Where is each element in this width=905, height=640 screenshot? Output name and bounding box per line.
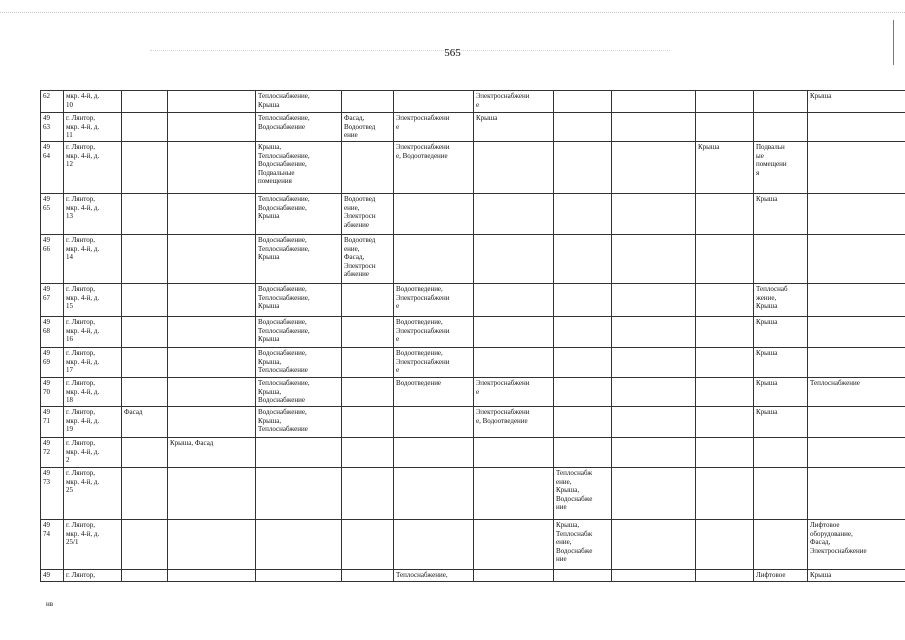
table-cell — [696, 378, 754, 407]
table-cell — [554, 91, 612, 113]
table-cell — [754, 91, 808, 113]
table-cell: Лифтовое — [754, 570, 808, 582]
table-cell — [122, 520, 168, 570]
table-cell — [612, 468, 696, 520]
table-cell — [754, 113, 808, 142]
table-cell: г. Лянтор, мкр. 4-й, д. 13 — [64, 194, 122, 235]
table-cell — [342, 468, 394, 520]
table-cell: 49 72 — [41, 438, 64, 468]
table-cell — [474, 348, 554, 378]
table-cell — [554, 570, 612, 582]
table-cell — [394, 235, 474, 284]
table-cell: Фасад, Водоотвед ение — [342, 113, 394, 142]
table-cell — [696, 235, 754, 284]
table-cell — [612, 142, 696, 194]
table-cell: Водоснабжение, Крыша, Теплоснабжение — [256, 348, 342, 378]
table-cell — [554, 438, 612, 468]
table-cell: г. Лянтор, мкр. 4-й, д. 2 — [64, 438, 122, 468]
table-cell — [168, 235, 256, 284]
table-cell — [342, 348, 394, 378]
table-cell — [808, 348, 905, 378]
table-cell — [808, 468, 905, 520]
table-cell — [554, 113, 612, 142]
table-cell — [256, 570, 342, 582]
table-cell — [554, 235, 612, 284]
table-cell: Водоотвед ение, Электросн абжение — [342, 194, 394, 235]
table-cell: 49 66 — [41, 235, 64, 284]
table-cell — [554, 348, 612, 378]
table-cell — [612, 284, 696, 317]
repair-schedule-table — [40, 90, 905, 582]
table-cell: Водоотведение — [394, 378, 474, 407]
table-cell — [612, 317, 696, 348]
table-cell — [168, 194, 256, 235]
table-cell — [696, 91, 754, 113]
table-cell — [612, 378, 696, 407]
table-row — [41, 378, 905, 407]
table-cell: Теплоснабж ение, Крыша, Водоснабже ние — [554, 468, 612, 520]
table-cell: г. Лянтор, мкр. 4-й, д. 25/1 — [64, 520, 122, 570]
table-cell: г. Лянтор, мкр. 4-й, д. 17 — [64, 348, 122, 378]
table-cell — [394, 91, 474, 113]
table-cell — [168, 348, 256, 378]
table-row — [41, 570, 905, 582]
table-cell: Подвальн ые помещени я — [754, 142, 808, 194]
table-cell: 49 64 — [41, 142, 64, 194]
table-cell — [168, 91, 256, 113]
table-cell: 49 74 — [41, 520, 64, 570]
table-cell — [168, 407, 256, 438]
table-cell — [754, 468, 808, 520]
table-cell — [808, 235, 905, 284]
table-cell: Крыша — [808, 91, 905, 113]
table-cell — [256, 438, 342, 468]
table-cell — [696, 348, 754, 378]
table-cell — [612, 91, 696, 113]
table-cell — [474, 284, 554, 317]
table-cell — [808, 438, 905, 468]
table-row — [41, 194, 905, 235]
table-cell — [474, 570, 554, 582]
table-cell: г. Лянтор, мкр. 4-й, д. 25 — [64, 468, 122, 520]
table-cell — [696, 284, 754, 317]
table-cell: г. Лянтор, мкр. 4-й, д. 16 — [64, 317, 122, 348]
table-cell — [168, 378, 256, 407]
footer-mark: нв — [46, 600, 54, 608]
table-cell — [394, 407, 474, 438]
table-cell — [474, 194, 554, 235]
table-cell — [394, 520, 474, 570]
table-cell — [612, 235, 696, 284]
table-cell: Водоснабжение, Теплоснабжение, Крыша — [256, 235, 342, 284]
table-cell: Крыша — [808, 570, 905, 582]
table-row — [41, 91, 905, 113]
table-cell: Теплоснабжение, Крыша — [256, 91, 342, 113]
table-cell — [168, 468, 256, 520]
table-cell: г. Лянтор, мкр. 4-й, д. 11 — [64, 113, 122, 142]
table-cell — [168, 317, 256, 348]
table-cell: Крыша — [696, 142, 754, 194]
table-cell — [612, 348, 696, 378]
table-cell — [474, 468, 554, 520]
table-cell — [168, 142, 256, 194]
table-cell — [342, 142, 394, 194]
table-cell: г. Лянтор, мкр. 4-й, д. 12 — [64, 142, 122, 194]
table-cell: Крыша — [754, 407, 808, 438]
table-cell: Теплоснаб жение, Крыша — [754, 284, 808, 317]
table-row — [41, 468, 905, 520]
table-cell: Электроснабжени е, Водоотведение — [394, 142, 474, 194]
table-cell — [168, 113, 256, 142]
table-cell: Теплоснабжение — [808, 378, 905, 407]
table-cell — [696, 113, 754, 142]
table-cell: Крыша — [754, 378, 808, 407]
table-row — [41, 348, 905, 378]
table-row — [41, 438, 905, 468]
table-cell — [554, 142, 612, 194]
table-cell: Водоотвед ение, Фасад, Электросн абжение — [342, 235, 394, 284]
table-cell — [612, 438, 696, 468]
table-cell: Электроснабжени е — [474, 378, 554, 407]
table-cell — [168, 520, 256, 570]
table-cell — [342, 438, 394, 468]
table-cell: 49 65 — [41, 194, 64, 235]
table-cell — [554, 194, 612, 235]
table-cell: Электроснабжени е — [394, 113, 474, 142]
table-cell — [122, 348, 168, 378]
table-cell — [122, 194, 168, 235]
table-cell: 49 71 — [41, 407, 64, 438]
table-cell: 49 — [41, 570, 64, 582]
table-cell — [122, 235, 168, 284]
table-cell — [256, 520, 342, 570]
table-cell: г. Лянтор, мкр. 4-й, д. 15 — [64, 284, 122, 317]
table-cell: Теплоснабжение, Водоснабжение — [256, 113, 342, 142]
table-row — [41, 142, 905, 194]
table-row — [41, 235, 905, 284]
table-cell — [696, 570, 754, 582]
table-cell: Водоснабжение, Теплоснабжение, Крыша — [256, 317, 342, 348]
table-cell — [808, 194, 905, 235]
table-row — [41, 284, 905, 317]
table-cell — [754, 235, 808, 284]
table-row — [41, 317, 905, 348]
table-cell: Теплоснабжение, Водоснабжение, Крыша — [256, 194, 342, 235]
table-cell: 49 63 — [41, 113, 64, 142]
table-cell — [122, 91, 168, 113]
table-row — [41, 113, 905, 142]
table-cell: Крыша, Фасад — [168, 438, 256, 468]
table-cell: Электроснабжени е, Водоотведение — [474, 407, 554, 438]
table-cell: Крыша — [754, 194, 808, 235]
table-cell — [474, 317, 554, 348]
table-cell — [122, 113, 168, 142]
table-cell: г. Лянтор, — [64, 570, 122, 582]
table-cell: Электроснабжени е — [474, 91, 554, 113]
table-cell — [342, 91, 394, 113]
table-cell — [808, 113, 905, 142]
table-cell — [696, 407, 754, 438]
table-cell: Теплоснабжение, — [394, 570, 474, 582]
table-cell — [122, 284, 168, 317]
table-cell: Крыша, Теплоснабжение, Водоснабжение, Подвальные помещения — [256, 142, 342, 194]
table-cell: 49 73 — [41, 468, 64, 520]
table-row — [41, 520, 905, 570]
table-cell: Лифтовое оборудование, Фасад, Электроснабжение — [808, 520, 905, 570]
table-cell — [808, 407, 905, 438]
table-cell — [342, 570, 394, 582]
table-cell — [122, 317, 168, 348]
table-cell: Крыша — [754, 348, 808, 378]
scan-top-edge — [0, 12, 905, 13]
table-cell: Водоотведение, Электроснабжени е — [394, 284, 474, 317]
table-cell — [554, 317, 612, 348]
table-cell — [696, 468, 754, 520]
table-cell: 49 67 — [41, 284, 64, 317]
table-cell — [696, 438, 754, 468]
table-cell — [696, 520, 754, 570]
page-number: 565 — [444, 47, 461, 59]
table-cell — [612, 113, 696, 142]
table-cell — [342, 317, 394, 348]
table-cell: Водоснабжение, Теплоснабжение, Крыша — [256, 284, 342, 317]
table-cell: Водоотведение, Электроснабжени е — [394, 317, 474, 348]
table-body — [41, 91, 905, 582]
table-cell — [554, 407, 612, 438]
table-cell — [394, 194, 474, 235]
table-cell — [394, 468, 474, 520]
table-cell: Водоотведение, Электроснабжени е — [394, 348, 474, 378]
table-cell — [394, 438, 474, 468]
table-cell: Водоснабжение, Крыша, Теплоснабжение — [256, 407, 342, 438]
table-cell: Крыша, Теплоснабж ение, Водоснабже ние — [554, 520, 612, 570]
table-cell — [122, 438, 168, 468]
table-cell: 49 69 — [41, 348, 64, 378]
table-cell — [554, 378, 612, 407]
table-cell — [122, 378, 168, 407]
table-cell — [474, 235, 554, 284]
table-cell: 49 70 — [41, 378, 64, 407]
table-cell — [612, 570, 696, 582]
table-cell — [808, 317, 905, 348]
table-cell — [612, 520, 696, 570]
table-cell — [612, 194, 696, 235]
table-cell: Фасад — [122, 407, 168, 438]
table-cell — [256, 468, 342, 520]
table-cell: Теплоснабжение, Крыша, Водоснабжение — [256, 378, 342, 407]
table-cell — [122, 468, 168, 520]
table-cell: г. Лянтор, мкр. 4-й, д. 18 — [64, 378, 122, 407]
table-cell — [612, 407, 696, 438]
table-cell: г. Лянтор, мкр. 4-й, д. 14 — [64, 235, 122, 284]
table-cell — [474, 142, 554, 194]
table-cell — [554, 284, 612, 317]
table-cell — [808, 284, 905, 317]
table-cell — [696, 317, 754, 348]
table-cell — [808, 142, 905, 194]
table-row — [41, 407, 905, 438]
table-cell — [342, 378, 394, 407]
table-cell — [122, 570, 168, 582]
table-cell — [168, 284, 256, 317]
table-cell — [342, 520, 394, 570]
table-cell: Крыша — [474, 113, 554, 142]
table-cell: Крыша — [754, 317, 808, 348]
table-cell: мкр. 4-й, д. 10 — [64, 91, 122, 113]
table-cell: 62 — [41, 91, 64, 113]
table-cell — [474, 520, 554, 570]
table-cell: г. Лянтор, мкр. 4-й, д. 19 — [64, 407, 122, 438]
table-cell — [754, 438, 808, 468]
table-cell — [696, 194, 754, 235]
table-cell: 49 68 — [41, 317, 64, 348]
table-cell — [342, 284, 394, 317]
table-cell — [342, 407, 394, 438]
table-cell — [122, 142, 168, 194]
table-cell — [754, 520, 808, 570]
table-cell — [168, 570, 256, 582]
table-cell — [474, 438, 554, 468]
